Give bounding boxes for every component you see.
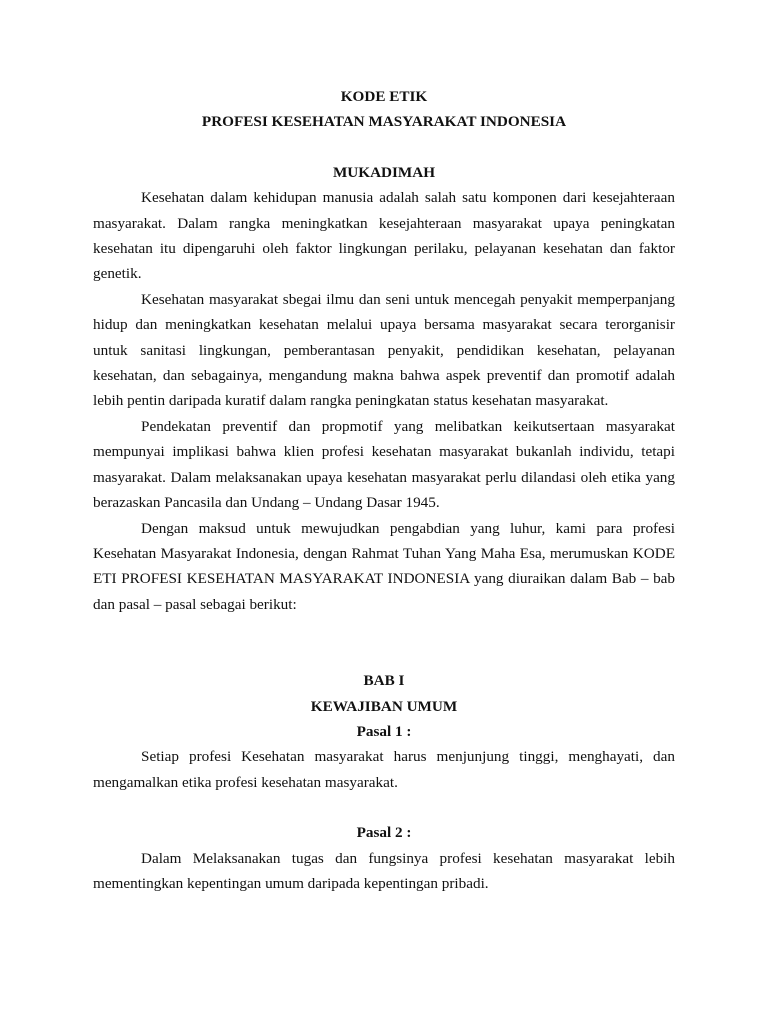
mukadimah-paragraph-4: Dengan maksud untuk mewujudkan pengabdian yang luhur, kami para profesi Kesehatan Masyarakat Indonesia, dengan Rahmat Tuhan Yang Maha Esa, merumuskan KODE ETI PROFESI KESEHATAN MASYARAKAT INDONESIA yang diuraikan dalam Bab – bab dan pasal – pasal sebagai berikut: xyxy=(93,519,675,613)
bab-heading: BAB I xyxy=(363,672,405,690)
document-title-line-2: PROFESI KESEHATAN MASYARAKAT INDONESIA xyxy=(201,113,567,131)
pasal-1-heading: Pasal 1 : xyxy=(356,722,412,740)
spacer xyxy=(93,135,675,160)
mukadimah-paragraph-2: Kesehatan masyarakat sbegai ilmu dan seni untuk mencegah penyakit memperpanjang hidup dan meningkatkan kesehatan melalui upaya bersama masyarakat secara terorganisir untuk sanitasi lingkungan, pemberantasan penyakit, pendidikan kesehatan, pelayanan kesehatan, dan sebagainya, mengandung makna bahwa aspek preventif dan promotif adalah lebih pentin daripada kuratif dalam rangka peningkatan status kesehatan masyarakat. xyxy=(93,290,675,410)
mukadimah-paragraph-1: Kesehatan dalam kehidupan manusia adalah salah satu komponen dari kesejahteraan masyarakat. Dalam rangka meningkatkan kesejahteraan masyarakat upaya peningkatan kesehatan itu dipengaruhi oleh faktor lingkungan perilaku, pelayanan kesehatan dan faktor genetik. xyxy=(93,189,675,283)
section-heading-mukadimah: MUKADIMAH xyxy=(332,163,436,181)
document-page xyxy=(93,84,675,896)
document-title-line-1: KODE ETIK xyxy=(340,88,428,105)
spacer xyxy=(93,617,675,668)
spacer xyxy=(93,795,675,820)
pasal-2-heading: Pasal 2 : xyxy=(356,824,412,842)
pasal-1-text: Setiap profesi Kesehatan masyarakat harus menjunjung tinggi, menghayati, dan mengamalkan etika profesi kesehatan masyarakat. xyxy=(93,748,675,791)
pasal-2-text: Dalam Melaksanakan tugas dan fungsinya profesi kesehatan masyarakat lebih mementingkan kepentingan umum daripada kepentingan pribadi. xyxy=(93,849,675,892)
bab-title: KEWAJIBAN UMUM xyxy=(310,697,458,715)
mukadimah-paragraph-3: Pendekatan preventif dan propmotif yang melibatkan keikutsertaan masyarakat mempunyai implikasi bahwa klien profesi kesehatan masyarakat bukanlah individu, tetapi masyarakat. Dalam melaksanakan upaya kesehatan masyarakat perlu dilandasi oleh etika yang berazaskan Pancasila dan Undang – Undang Dasar 1945. xyxy=(93,417,675,512)
